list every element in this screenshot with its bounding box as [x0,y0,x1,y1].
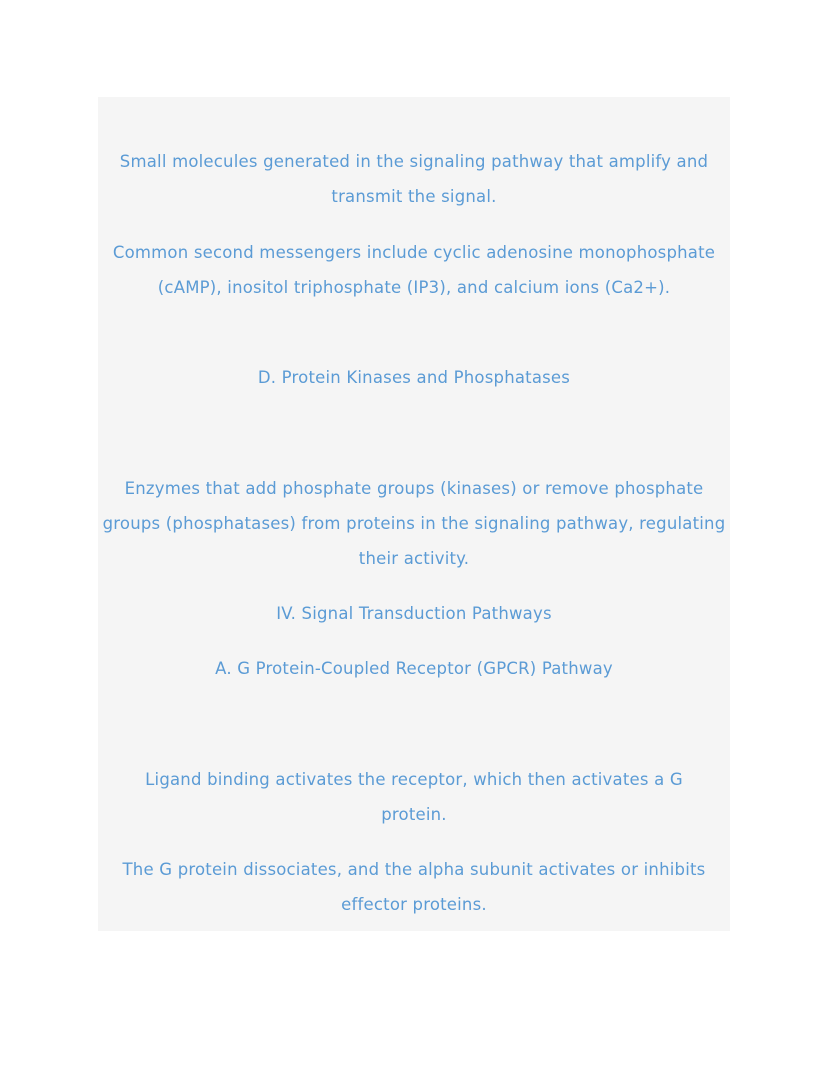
heading-protein-kinases: D. Protein Kinases and Phosphatases [257,368,571,387]
paragraph-ligand-binding: Ligand binding activates the receptor, which then activates a G protein. [145,770,683,824]
heading-gpcr-pathway: A. G Protein-Coupled Receptor (GPCR) Pathway [215,659,613,678]
paragraph-second-messengers-examples: Common second messengers include cyclic adenosine monophosphate (cAMP), inositol triphosphate (IP3), and calcium ions (Ca2+). [112,243,716,297]
paragraph-g-protein-dissociation: The G protein dissociates, and the alpha subunit activates or inhibits effector proteins. [122,860,706,914]
heading-signal-transduction-pathways: IV. Signal Transduction Pathways [276,604,552,623]
content-card [98,97,730,931]
paragraph-kinases-definition: Enzymes that add phosphate groups (kinases) or remove phosphate groups (phosphatases) from proteins in the signaling pathway, regulating their activity. [102,479,726,568]
paragraph-second-messengers-definition: Small molecules generated in the signaling pathway that amplify and transmit the signal. [119,152,709,206]
